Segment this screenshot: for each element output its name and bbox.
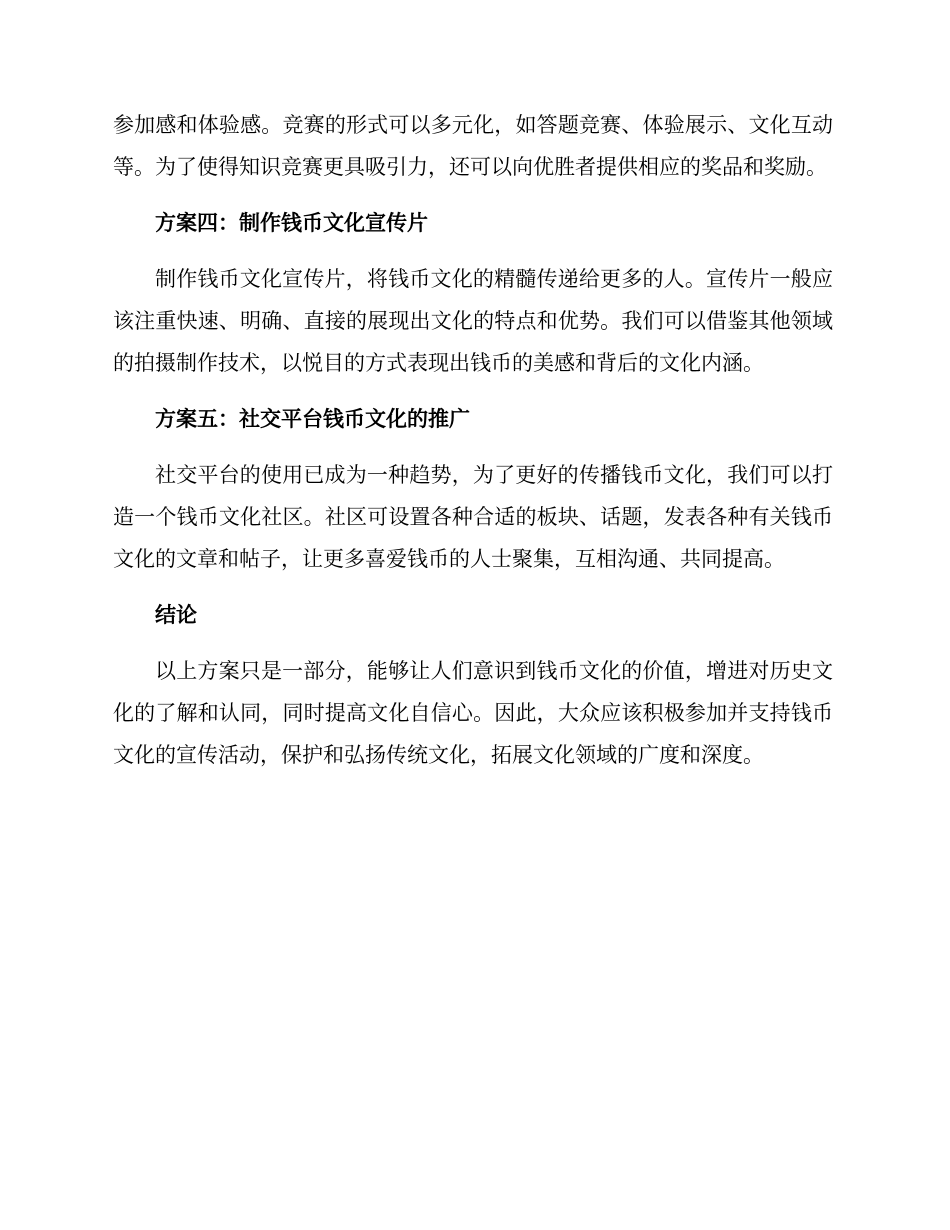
intro-paragraph: 参加感和体验感。竞赛的形式可以多元化，如答题竞赛、体验展示、文化互动等。为了使得知识竞赛更具吸引力，还可以向优胜者提供相应的奖品和奖励。 xyxy=(113,113,833,179)
section-heading-plan-four: 方案四：制作钱币文化宣传片 xyxy=(155,211,428,235)
section-body-plan-five: 社交平台的使用已成为一种趋势，为了更好的传播钱币文化，我们可以打造一个钱币文化社区。社区可设置各种合适的板块、话题，发表各种有关钱币文化的文章和帖子，让更多喜爱钱币的人士聚集，互相沟通、共同提高。 xyxy=(113,463,833,571)
section-heading-conclusion: 结论 xyxy=(155,603,197,627)
section-body-plan-four: 制作钱币文化宣传片，将钱币文化的精髓传递给更多的人。宣传片一般应该注重快速、明确、直接的展现出文化的特点和优势。我们可以借鉴其他领域的拍摄制作技术，以悦目的方式表现出钱币的美感和背后的文化内涵。 xyxy=(113,267,833,375)
section-heading-plan-five: 方案五：社交平台钱币文化的推广 xyxy=(155,407,470,431)
document-body xyxy=(113,104,833,790)
section-body-conclusion: 以上方案只是一部分，能够让人们意识到钱币文化的价值，增进对历史文化的了解和认同，同时提高文化自信心。因此，大众应该积极参加并支持钱币文化的宣传活动，保护和弘扬传统文化，拓展文化领域的广度和深度。 xyxy=(113,659,833,767)
